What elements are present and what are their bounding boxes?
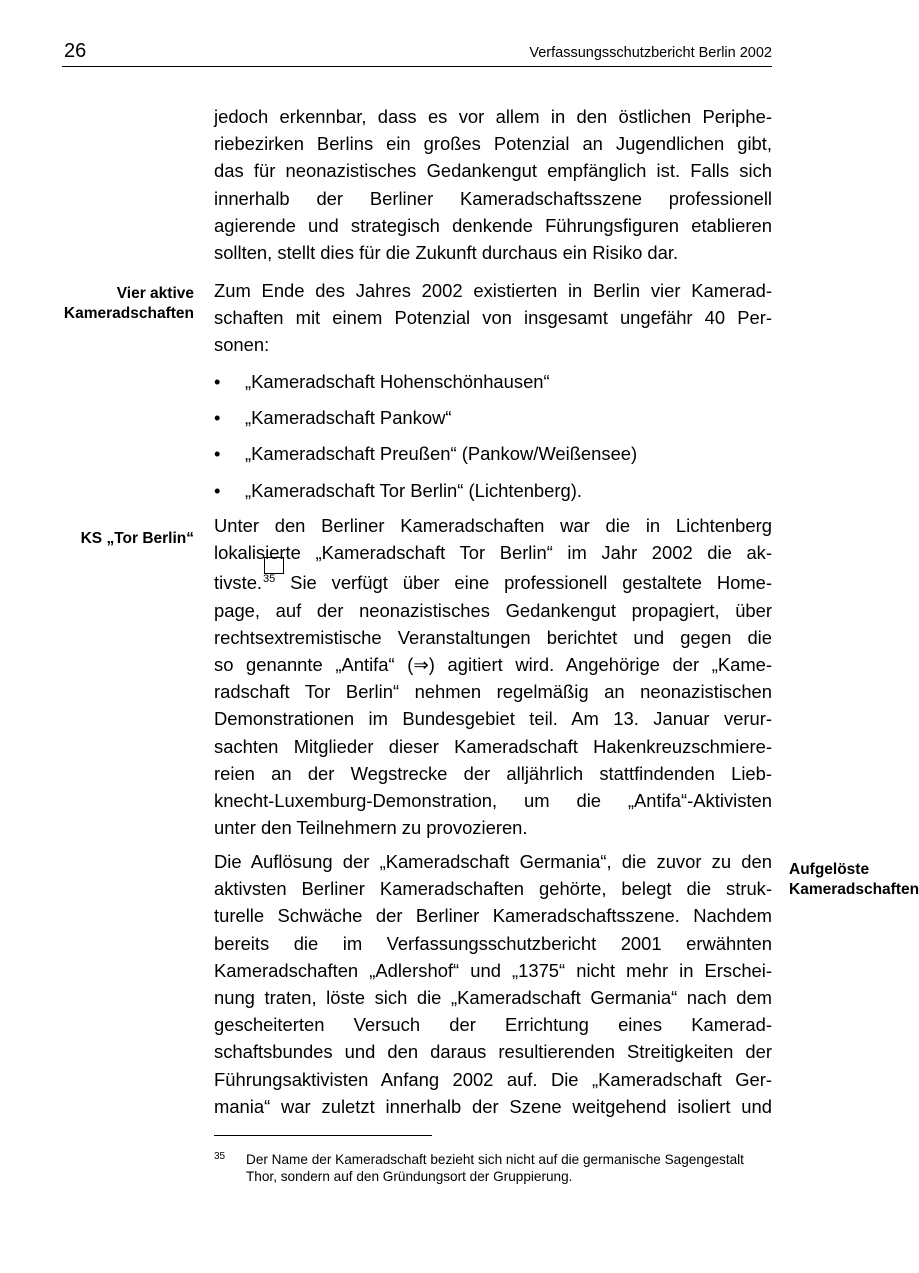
list-item-text: „Kameradschaft Tor Berlin“ (Lichtenberg).: [245, 480, 582, 501]
text-line: lokalisierte „Kameradschaft Tor Berlin“ im Jahr 2002 die ak-: [214, 542, 772, 564]
page-number: 26: [64, 40, 87, 62]
text-line: bereits die im Verfassungsschutzbericht 2001 erwähnten: [214, 932, 772, 954]
margin-note-ks-tor-berlin: [30, 529, 194, 549]
text-line: aktivsten Berliner Kameradschaften gehörte, belegt die struk-: [214, 878, 772, 900]
margin-note-line: KS „Tor Berlin“: [80, 530, 194, 547]
footnote-number: 35: [214, 1151, 226, 1162]
running-title: Verfassungsschutzbericht Berlin 2002: [529, 45, 772, 61]
list-item-text: „Kameradschaft Hohenschönhausen“: [245, 371, 550, 392]
text-line: jedoch erkennbar, dass es vor allem in den östlichen Periphe-: [214, 106, 772, 127]
text-line: mania“ war zuletzt innerhalb der Szene weitgehend isoliert und: [214, 1095, 772, 1117]
paragraph-germania: [214, 848, 772, 1120]
text-line: agierende und strategisch denkende Führungsfiguren etablieren: [214, 214, 772, 236]
text-line: knecht-Luxemburg-Demonstration, um die „Antifa“-Aktivisten: [214, 790, 772, 812]
text-line: radschaft Tor Berlin“ nehmen regelmäßig an neonazistischen: [214, 681, 772, 703]
footnote-text: Der Name der Kameradschaft bezieht sich nicht auf die germanische Sagengestalt Thor, sondern auf den Gründungsort der Gruppierung.: [246, 1152, 744, 1184]
text-fragment: Sie verfügt über eine professionell gestaltete Home-: [275, 572, 772, 594]
footnote-reference[interactable]: 35: [263, 573, 276, 586]
text-line: so genannte „Antifa“ (⇒) agitiert wird. Angehörige der „Kame-: [214, 654, 772, 676]
bullet-icon: •: [214, 407, 221, 428]
text-line: nung traten, löste sich die „Kameradschaft Germania“ nach dem: [214, 987, 772, 1009]
text-line: schaften mit einem Potenzial von insgesamt ungefähr 40 Per-: [214, 307, 772, 329]
margin-note-line: Aufgelöste: [789, 861, 870, 878]
text-line: unter den Teilnehmern zu provozieren.: [214, 817, 528, 839]
text-line: sachten Mitglieder dieser Kameradschaft Hakenkreuzschmiere-: [214, 735, 772, 757]
bullet-icon: •: [214, 443, 221, 464]
text-line: riebezirken Berlins ein großes Potenzial an Jugendlichen gibt,: [214, 133, 772, 155]
text-line: Kameradschaften „Adlershof“ und „1375“ nicht mehr in Erschei-: [214, 959, 772, 981]
text-line: innerhalb der Berliner Kameradschaftsszene professionell: [214, 187, 772, 209]
footnote-link-box[interactable]: [264, 557, 284, 574]
text-line: Die Auflösung der „Kameradschaft Germania“, die zuvor zu den: [214, 851, 772, 872]
bullet-icon: •: [214, 480, 221, 501]
text-line: reien an der Wegstrecke der alljährlich stattfindenden Lieb-: [214, 762, 772, 784]
text-line: page, auf der neonazistisches Gedankengut propagiert, über: [214, 599, 772, 621]
text-line: Demonstrationen im Bundesgebiet teil. Am 13. Januar verur-: [214, 708, 772, 730]
list-item-text: „Kameradschaft Preußen“ (Pankow/Weißensee): [245, 443, 638, 464]
margin-note-line: Kameradschaften: [789, 881, 919, 898]
text-fragment: tivste.: [214, 572, 263, 594]
paragraph-vier-kameradschaften: [214, 277, 772, 359]
text-line: sollten, stellt dies für die Zukunft durchaus ein Risiko dar.: [214, 242, 679, 264]
paragraph-tor-berlin: [214, 512, 772, 841]
text-line: Führungsaktivisten Anfang 2002 auf. Die „Kameradschaft Ger-: [214, 1068, 772, 1090]
text-line: rechtsextremistische Veranstaltungen berichtet und gegen die: [214, 626, 772, 648]
margin-note-aufgeloeste: [789, 860, 919, 900]
margin-note-line: Kameradschaften: [63, 305, 194, 322]
text-line: sonen:: [214, 334, 270, 356]
paragraph-intro: [214, 103, 772, 266]
list-item-text: „Kameradschaft Pankow“: [245, 407, 452, 428]
text-line: Zum Ende des Jahres 2002 existierten in Berlin vier Kamerad-: [214, 280, 772, 301]
text-line: turelle Schwäche der Berliner Kameradschaftsszene. Nachdem: [214, 905, 772, 927]
margin-note-line: Vier aktive: [116, 285, 194, 302]
text-line: [214, 566, 772, 596]
footnote-divider: [214, 1135, 432, 1136]
bullet-icon: •: [214, 371, 221, 392]
text-line: gescheiterten Versuch der Errichtung eines Kamerad-: [214, 1014, 772, 1036]
text-line: schaftsbundes und den daraus resultierenden Streitigkeiten der: [214, 1041, 772, 1063]
page-header: [62, 38, 772, 67]
text-line: das für neonazistisches Gedankengut empfänglich ist. Falls sich: [214, 160, 772, 182]
text-line: Unter den Berliner Kameradschaften war die in Lichtenberg: [214, 515, 772, 536]
margin-note-vier-aktive: [30, 284, 194, 324]
